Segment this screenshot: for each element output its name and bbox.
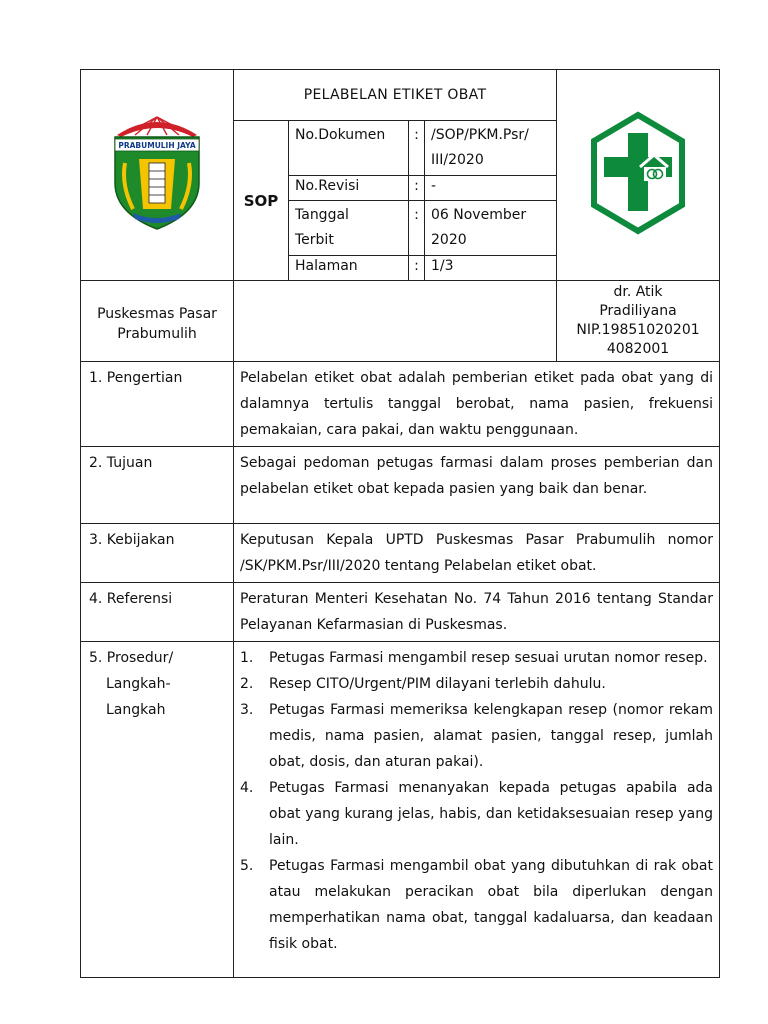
meta-label-tanggal-terbit bbox=[289, 201, 409, 256]
meta-label-no-revisi: No.Revisi bbox=[289, 176, 409, 201]
section-label: 4. Referensi bbox=[81, 583, 234, 642]
procedure-label-line: Langkah bbox=[106, 702, 166, 718]
signer-line: dr. Atik bbox=[613, 284, 663, 300]
signer-line: Pradiliyana bbox=[599, 303, 677, 319]
meta-value-line: 2020 bbox=[431, 232, 467, 248]
procedure-step bbox=[240, 697, 713, 775]
emblem-banner-text: PRABUMULIH JAYA bbox=[118, 141, 196, 150]
meta-colon: : bbox=[409, 201, 425, 256]
puskesmas-logo-icon bbox=[588, 111, 688, 235]
signer-line: NIP.19851020201 bbox=[576, 322, 700, 338]
section-row bbox=[81, 524, 720, 583]
section-row bbox=[81, 362, 720, 447]
left-logo-cell bbox=[81, 70, 234, 281]
meta-label-line: Terbit bbox=[295, 232, 334, 248]
procedure-step bbox=[240, 645, 713, 671]
meta-value-tanggal-terbit bbox=[425, 201, 557, 256]
step-text: Petugas Farmasi mengambil obat yang dibutuhkan di rak obat atau melakukan peracikan obat bila diperlukan dengan memperhatikan nama obat, tanggal kadaluarsa, dan keadaan fisik obat. bbox=[269, 858, 713, 952]
procedure-step bbox=[240, 671, 713, 697]
procedure-steps bbox=[240, 645, 713, 957]
step-text: Resep CITO/Urgent/PIM dilayani terlebih dahulu. bbox=[269, 676, 606, 692]
procedure-label-line: Langkah- bbox=[106, 676, 171, 692]
step-number: 2. bbox=[240, 676, 254, 692]
org-line: Puskesmas Pasar bbox=[97, 306, 217, 322]
meta-label-halaman: Halaman bbox=[289, 256, 409, 281]
document-title: PELABELAN ETIKET OBAT bbox=[234, 70, 557, 121]
step-text: Petugas Farmasi menanyakan kepada petugas apabila ada obat yang kurang jelas, habis, dan ketidaksesuaian resep yang lain. bbox=[269, 780, 713, 848]
right-logo-cell bbox=[557, 70, 720, 281]
meta-value-no-revisi: - bbox=[425, 176, 557, 201]
meta-value-line: III/2020 bbox=[431, 152, 484, 168]
sop-document bbox=[80, 69, 719, 952]
meta-label-no-dokumen: No.Dokumen bbox=[289, 121, 409, 176]
meta-colon: : bbox=[409, 256, 425, 281]
section-content: Peraturan Menteri Kesehatan No. 74 Tahun 2016 tentang Standar Pelayanan Kefarmasian di Puskesmas. bbox=[234, 583, 720, 642]
organization-name bbox=[81, 281, 234, 362]
meta-value-line: 06 November bbox=[431, 207, 527, 223]
meta-colon: : bbox=[409, 121, 425, 176]
sop-header-table bbox=[80, 69, 720, 362]
section-content: Keputusan Kepala UPTD Puskesmas Pasar Prabumulih nomor /SK/PKM.Psr/III/2020 tentang Pelabelan etiket obat. bbox=[234, 524, 720, 583]
prabumulih-jaya-emblem-icon bbox=[109, 113, 205, 233]
section-row bbox=[81, 583, 720, 642]
procedure-row bbox=[81, 642, 720, 978]
sop-body-table bbox=[80, 361, 720, 978]
meta-label-line: Tanggal bbox=[295, 207, 349, 223]
section-label: 2. Tujuan bbox=[81, 447, 234, 524]
meta-colon: : bbox=[409, 176, 425, 201]
procedure-label-line: 5. Prosedur/ bbox=[89, 650, 174, 666]
org-line: Prabumulih bbox=[117, 326, 197, 342]
section-label: 3. Kebijakan bbox=[81, 524, 234, 583]
step-number: 4. bbox=[240, 780, 254, 796]
procedure-content bbox=[234, 642, 720, 978]
signature-space bbox=[234, 281, 557, 362]
meta-value-no-dokumen bbox=[425, 121, 557, 176]
procedure-step bbox=[240, 853, 713, 957]
step-number: 5. bbox=[240, 858, 254, 874]
section-label: 1. Pengertian bbox=[81, 362, 234, 447]
procedure-label bbox=[81, 642, 234, 978]
section-content: Pelabelan etiket obat adalah pemberian etiket pada obat yang di dalamnya tertulis tanggal berobat, nama pasien, frekuensi pemakaian, cara pakai, dan waktu penggunaan. bbox=[234, 362, 720, 447]
step-text: Petugas Farmasi mengambil resep sesuai urutan nomor resep. bbox=[269, 650, 708, 666]
section-content: Sebagai pedoman petugas farmasi dalam proses pemberian dan pelabelan etiket obat kepada pasien yang baik dan benar. bbox=[234, 447, 720, 524]
sop-label: SOP bbox=[234, 121, 289, 281]
section-row bbox=[81, 447, 720, 524]
meta-value-halaman: 1/3 bbox=[425, 256, 557, 281]
step-number: 3. bbox=[240, 702, 254, 718]
signer-line: 4082001 bbox=[606, 341, 670, 357]
procedure-step bbox=[240, 775, 713, 853]
step-text: Petugas Farmasi memeriksa kelengkapan resep (nomor rekam medis, nama pasien, alamat pasien, tanggal resep, jumlah obat, dosis, dan aturan pakai). bbox=[269, 702, 713, 770]
step-number: 1. bbox=[240, 650, 254, 666]
signer-block bbox=[557, 281, 720, 362]
meta-value-line: /SOP/PKM.Psr/ bbox=[431, 127, 529, 143]
